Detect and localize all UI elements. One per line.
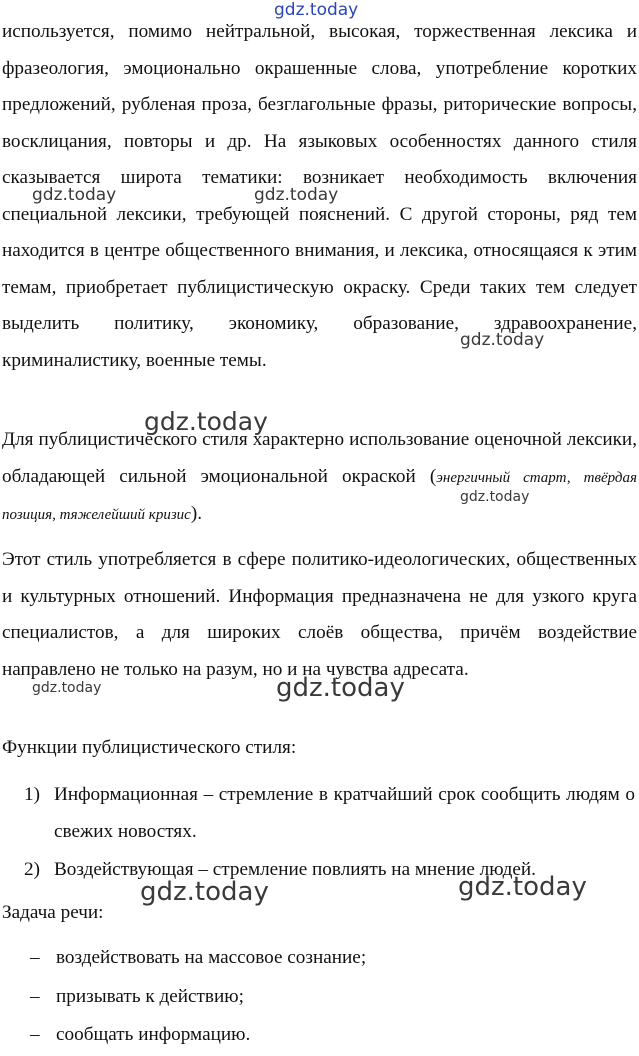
watermark-top: gdz.today [274,0,359,20]
list-dash: – [30,985,40,1007]
functions-list [24,777,635,891]
list-item [24,777,635,850]
watermark: gdz.today [32,680,102,696]
list-item [30,940,630,977]
task-heading: Задача речи: [2,902,104,923]
watermark: gdz.today [460,330,545,350]
list-item [30,1017,630,1054]
list-item-text: Воздействующая – стремление повлиять на мнение людей. [54,859,536,880]
paragraph-evaluative-lexicon [0,422,639,534]
task-list [30,940,630,1056]
list-number: 1) [24,784,40,805]
list-item-text: Информационная – стремление в кратчайший срок сообщить людям о свежих новостях. [54,784,635,842]
watermark: gdz.today [276,673,405,703]
paragraph-sphere-of-use: Этот стиль употребляется в сфере политико-идеологических, общественных и культурных отношений. Информация предназначена не для узкого круга специалистов, а для широких слоёв общества, причём воздействие направлено не только на разум, но и на чувства адресата. [2,549,637,680]
paragraph-text: Для публицистического стиля характерно использование оценочной лексики, обладающей сильной эмоциональной окраской ( [2,429,637,487]
list-item-text: сообщать информацию. [56,1024,251,1045]
functions-heading: Функции публицистического стиля: [2,737,297,758]
watermark: gdz.today [458,872,587,902]
paragraph-language-features: используется, помимо нейтральной, высокая, торжественная лексика и фразеология, эмоционально окрашенные слова, употребление коротких предложений, рубленая проза, безглагольные фразы, риторические вопросы, восклицания, повторы и др. На языковых особенностях данного стиля сказывается широта тематики: возникает необходимость включения специальной лексики, требующей пояснений. С другой стороны, ряд тем находится в центре общественного внимания, и лексика, относящаяся к этим темам, приобретает публицистическую окраску. Среди таких тем следует выделить политику, экономику, образование, здравоохранение, криминалистику, военные темы. [2,21,637,371]
list-item [30,979,630,1016]
paragraph-end: ). [190,503,203,524]
list-dash: – [30,1024,40,1045]
watermark: gdz.today [254,185,339,205]
list-item-text: воздействовать на массовое сознание; [56,947,367,968]
watermark: gdz.today [32,185,117,205]
watermark: gdz.today [460,489,530,505]
list-item [24,852,635,889]
list-dash: – [30,947,40,968]
examples-italic: энергичный старт, твёрдая позиция, тяжелейший кризис [2,469,637,523]
list-number: 2) [24,859,40,880]
watermark: gdz.today [144,407,268,436]
list-item-text: призывать к действию; [56,985,244,1007]
watermark: gdz.today [140,877,269,907]
